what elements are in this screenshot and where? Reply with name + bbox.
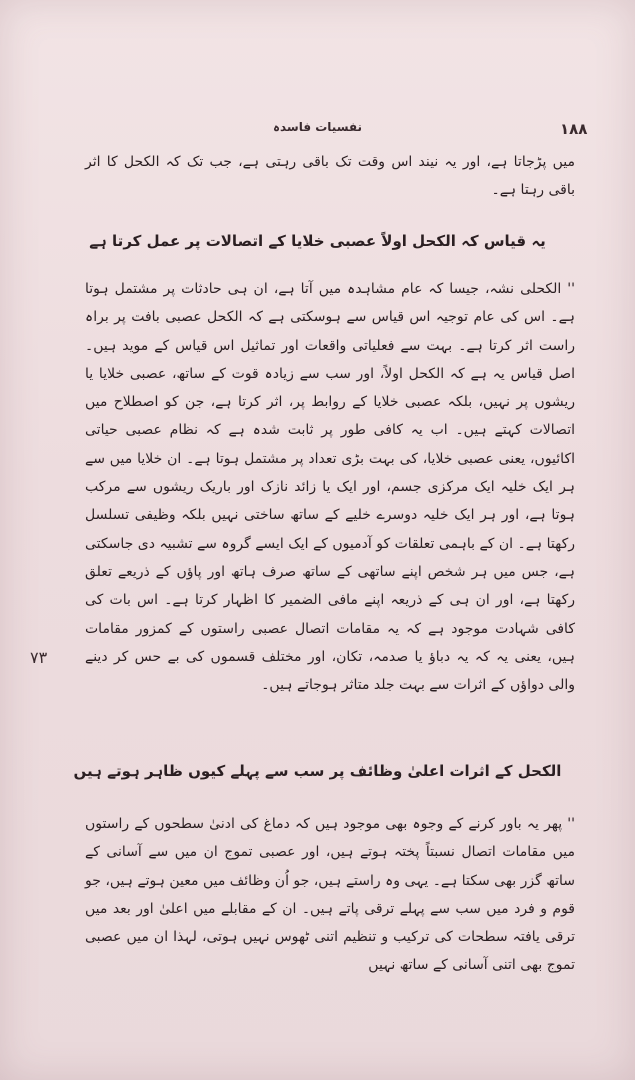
paragraph-3: '' پھر یہ باور کرنے کے وجوہ بھی موجود ہیں کہ دماغ کی ادنیٰ سطحوں کے راستوں میں مقامات اتصال نسبتاً پختہ ہوتے ہیں، اور عصبی تموج ان میں سے آسانی کے ساتھ گزر بھی سکتا ہے۔ یہی وہ راستے ہیں، جو اُن وظائف میں معین ہوتے ہیں، جو قوم و فرد میں سب سے پہلے ترقی پاتے ہیں۔ ان کے مقابلے میں اعلیٰ اور بعد میں ترقی یافتہ سطحات کی ترکیب و تنظیم اتنی ٹھوس نہیں ہوتی، لہذا ان میں عصبی تموج بھی اتنی آسانی کے ساتھ نہیں — [85, 816, 575, 974]
page-number: ۱۸۸ — [560, 120, 588, 138]
running-title: نفسیات فاسدہ — [272, 120, 363, 134]
paragraph-2: '' الکحلی نشہ، جیسا کہ عام مشاہدہ میں آتا ہے، ان ہی حادثات پر مشتمل ہوتا ہے۔ اس کی عام توجیہ اس قیاس سے ہوسکتی ہے کہ الکحل عصبی بافت پر براہ راست اثر کرتا ہے۔ بہت سے فعلیاتی واقعات اور تماثیل اس قیاس کے موید ہیں۔ اصل قیاس یہ ہے کہ الکحل اولاً، اور سب سے زیادہ قوت کے ساتھ، عصبی خلایا یا ریشوں پر نہیں، بلکہ عصبی خلایا کے روابط پر، اثر کرتا ہے، جن کو اصطلاح میں اتصالات کہتے ہیں۔ اب یہ کافی طور پر ثابت شدہ ہے کہ نظام عصبی حیاتی اکائیوں، یعنی عصبی خلایا، کی بہت بڑی تعداد پر مشتمل ہوتا ہے۔ ان خلایا میں سے ہر ایک خلیہ ایک مرکزی جسم، اور ایک یا زائد نازک اور باریک ریشوں سے مرکب ہوتا ہے، اور ہر ایک خلیہ دوسرے خلیے کے ساتھ ساختی نہیں بلکہ وظیفی تسلسل رکھتا ہے۔ ان کے باہمی تعلقات کو آدمیوں کے ایک ایسے گروہ سے تشبیہ دی جاسکتی ہے، جس میں ہر شخص اپنے ساتھی کے ساتھ صرف ہاتھ اور پاؤں کے ذریعے تعلق رکھتا ہے، اور ان ہی کے ذریعہ اپنے مافی الضمیر کا اظہار کرتا ہے۔ اس بات کی کافی شہادت موجود ہے کہ یہ مقامات اتصال عصبی راستوں کے کمزور مقامات ہیں، یعنی یہ کہ یہ دباؤ یا صدمہ، تکان، اور مختلف قسموں کی بے حس کر دینے والی دواؤں کے اثرات سے بہت جلد متاثر ہوجاتے ہیں۔ — [85, 281, 575, 694]
margin-number: ۷۳ — [30, 648, 48, 667]
section-heading-2: الکحل کے اثرات اعلیٰ وظائف پر سب سے پہلے کیوں ظاہر ہوتے ہیں — [73, 762, 562, 780]
section-heading-1: یہ قیاس کہ الکحل اولاً عصبی خلایا کے اتصالات پر عمل کرتا ہے — [89, 232, 546, 250]
paragraph-1: میں پڑجاتا ہے، اور یہ نیند اس وقت تک باقی رہتی ہے، جب تک کہ الکحل کا اثر باقی رہتا ہے۔ — [85, 154, 575, 199]
